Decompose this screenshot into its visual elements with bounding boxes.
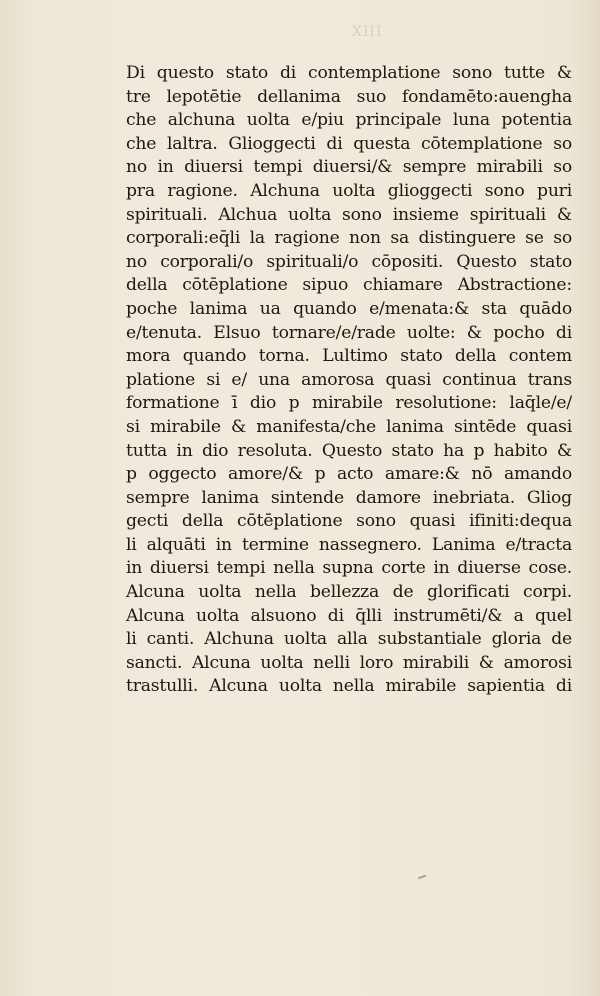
text-line: Di questo stato di contemplatione sono tutte & [126,63,572,83]
text-line: tre lepotētie dellanima suo fondamēto:auengha [126,86,572,107]
text-block [126,62,572,699]
text-line: mora quando torna. Lultimo stato della contem [126,346,572,367]
text-line: che laltra. Glioggecti di questa cōtemplatione so [126,133,572,154]
text-line: formatione ī dio p mirabile resolutione: laq̄le/e/ [126,393,572,414]
text-line: Alcuna uolta alsuono di q̄lli instrumēti/& a quel [126,605,572,626]
text-line: platione si e/ una amorosa quasi continua trans [126,369,572,390]
text-line: Alcuna uolta nella bellezza de glorificati corpi. [126,582,572,603]
text-line: no in diuersi tempi diuersi/& sempre mirabili so [126,157,572,178]
text-line: spirituali. Alchua uolta sono insieme spirituali & [126,204,572,225]
text-line: si mirabile & manifesta/che lanima sintēde quasi [126,416,572,437]
text-line: li canti. Alchuna uolta alla substantiale gloria de [126,629,572,650]
text-line: sancti. Alcuna uolta nelli loro mirabili & amorosi [126,652,572,673]
text-line: gecti della cōtēplatione sono quasi ifiniti:dequa [126,511,572,532]
text-line: che alchuna uolta e/piu principale luna potentia [126,110,572,131]
text-line: e/tenuta. Elsuo tornare/e/rade uolte: & pocho di [126,322,572,343]
folio-number: XIII [352,24,383,40]
text-line: della cōtēplatione sipuo chiamare Abstractione: [126,275,572,296]
text-line: in diuersi tempi nella supna corte in diuerse cose. [126,558,572,579]
text-line: tutta in dio resoluta. Questo stato ha p habito & [126,440,572,461]
text-line: pra ragione. Alchuna uolta glioggecti sono puri [126,180,572,201]
text-line: li alquāti in termine nassegnero. Lanima e/tracta [126,534,572,555]
text-line: trastulli. Alcuna uolta nella mirabile sapientia di [126,676,572,697]
ink-speck [418,875,426,880]
text-line: p oggecto amore/& p acto amare:& nō amando [126,464,572,485]
text-line: sempre lanima sintende damore inebriata. Gliog [126,487,572,508]
text-line: no corporali/o spirituali/o cōpositi. Questo stato [126,251,572,272]
text-line: poche lanima ua quando e/menata:& sta quādo [126,298,572,319]
text-line: corporali:eq̄li la ragione non sa distinguere se so [126,228,572,249]
